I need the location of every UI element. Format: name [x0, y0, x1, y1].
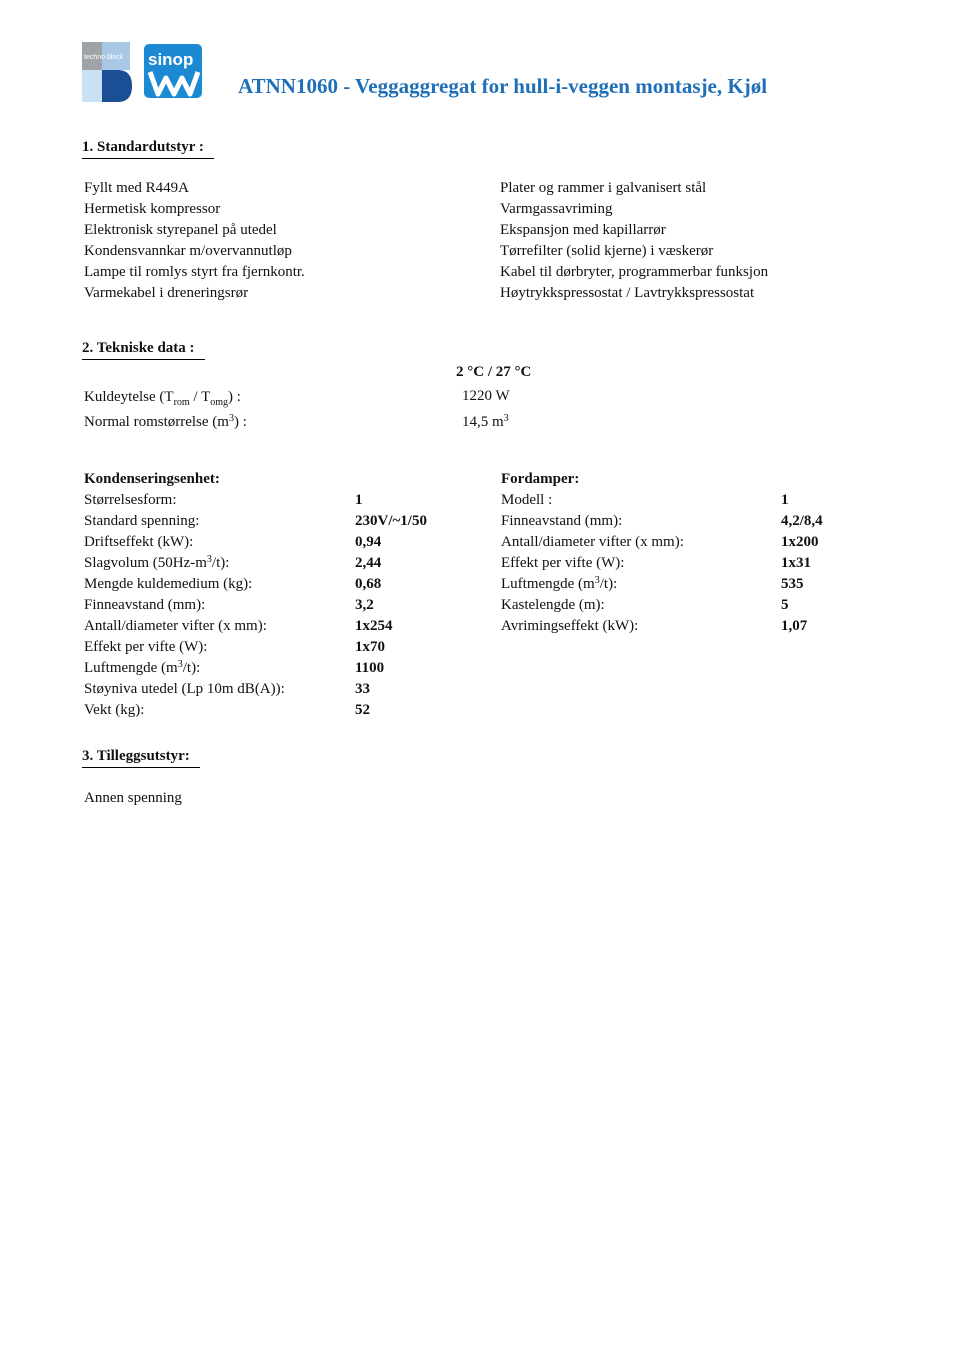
list-item: Varmgassavriming — [500, 201, 613, 217]
spec-label: Luftmengde $(m^3/t)$: — [501, 575, 618, 592]
spec-label: Vekt (kg): — [84, 702, 145, 718]
spec-label: Slagvolum $(50Hz-m^3/t)$: — [84, 554, 230, 571]
list-item: Varmekabel i dreneringsrør — [84, 285, 249, 301]
spec-value: 5 — [781, 597, 789, 613]
spec-value: 0,94 — [355, 534, 382, 550]
condenser-heading: Kondenseringsenhet: — [84, 471, 220, 487]
spec-label: Mengde kuldemedium (kg): — [84, 576, 253, 592]
list-item: Kondensvannkar m/overvannutløp — [84, 243, 292, 259]
page-title: ATNN1060 - Veggaggregat for hull-i-veggen montasje, Kjøl — [238, 74, 768, 98]
spec-label: Antall/diameter vifter (x mm): — [501, 534, 684, 550]
spec-value: 33 — [355, 681, 370, 697]
spec-label: Effekt per vifte (W): — [84, 639, 208, 655]
spec-label: Effekt per vifte (W): — [501, 555, 625, 571]
spec-value: 1 — [781, 492, 789, 508]
additional-equipment-list — [84, 788, 182, 809]
room-size-label: Normal romstørrelse $(m^3)$ : — [84, 413, 247, 430]
section-additional-equipment-heading: 3. Tilleggsutstyr: — [82, 748, 200, 768]
list-item: Lampe til romlys styrt fra fjernkontr. — [84, 264, 305, 280]
list-item: Fyllt med R449A — [84, 180, 190, 196]
spec-label: Finneavstand (mm): — [84, 597, 206, 613]
technoblock-sinop-logo — [82, 42, 207, 102]
spec-label: Størrelsesform: — [84, 492, 177, 508]
spec-label: Avrimingseffekt (kW): — [501, 618, 639, 634]
spec-value: 4,2/8,4 — [781, 513, 823, 529]
spec-value: 1x31 — [781, 555, 811, 571]
evaporator-values — [781, 490, 823, 637]
spec-value: 0,68 — [355, 576, 382, 592]
section-standard-equipment-heading: 1. Standardutstyr : — [82, 139, 214, 159]
list-item: Høytrykkspressostat / Lavtrykkspressostat — [500, 285, 755, 301]
list-item: Kabel til dørbryter, programmerbar funksjon — [500, 264, 769, 280]
brand-logos — [82, 42, 207, 102]
spec-label: Antall/diameter vifter (x mm): — [84, 618, 267, 634]
list-item: Tørrefilter (solid kjerne) i væskerør — [500, 243, 714, 259]
condenser-values — [355, 490, 427, 721]
list-item: Annen spenning — [84, 790, 182, 806]
spec-value: 1x70 — [355, 639, 385, 655]
spec-value: 2,44 — [355, 555, 382, 571]
spec-label: Modell : — [501, 492, 553, 508]
list-item: Hermetisk kompressor — [84, 201, 221, 217]
room-size-value: 14,5 $m^3$ — [462, 413, 509, 430]
spec-label: Kastelengde (m): — [501, 597, 605, 613]
standard-equipment-right-list — [500, 178, 768, 304]
spec-label: Driftseffekt (kW): — [84, 534, 194, 550]
spec-value: 1x200 — [781, 534, 819, 550]
evaporator-labels — [501, 469, 684, 637]
spec-value: 1x254 — [355, 618, 393, 634]
section-technical-data-heading: 2. Tekniske data : — [82, 340, 205, 360]
evaporator-heading: Fordamper: — [501, 471, 580, 487]
condenser-labels — [84, 469, 285, 721]
spec-label: Støyniva utedel (Lp 10m dB(A)): — [84, 681, 285, 697]
list-item: Ekspansjon med kapillarrør — [500, 222, 666, 238]
spec-value: 1 — [355, 492, 363, 508]
spec-value: 1,07 — [781, 618, 808, 634]
svg-text:sinop: sinop — [148, 50, 194, 69]
condition-column-header: 2 °C / 27 °C — [456, 364, 532, 380]
spec-label: Luftmengde $(m^3/t)$: — [84, 659, 201, 676]
standard-equipment-left-list — [84, 178, 305, 304]
svg-text:techno block: techno block — [84, 54, 124, 61]
capacity-value: 1220 W — [462, 388, 510, 404]
spec-label: Standard spenning: — [84, 513, 200, 529]
list-item: Plater og rammer i galvanisert stål — [500, 180, 707, 196]
spec-label: Finneavstand (mm): — [501, 513, 623, 529]
list-item: Elektronisk styrepanel på utedel — [84, 222, 277, 238]
spec-value: 52 — [355, 702, 370, 718]
capacity-label: Kuldeytelse $(T_{rom} / T_{omg})$ : — [84, 389, 241, 408]
spec-value: 3,2 — [355, 597, 374, 613]
spec-value: 535 — [781, 576, 804, 592]
spec-value: 230V/~1/50 — [355, 513, 427, 529]
spec-value: 1100 — [355, 660, 385, 676]
